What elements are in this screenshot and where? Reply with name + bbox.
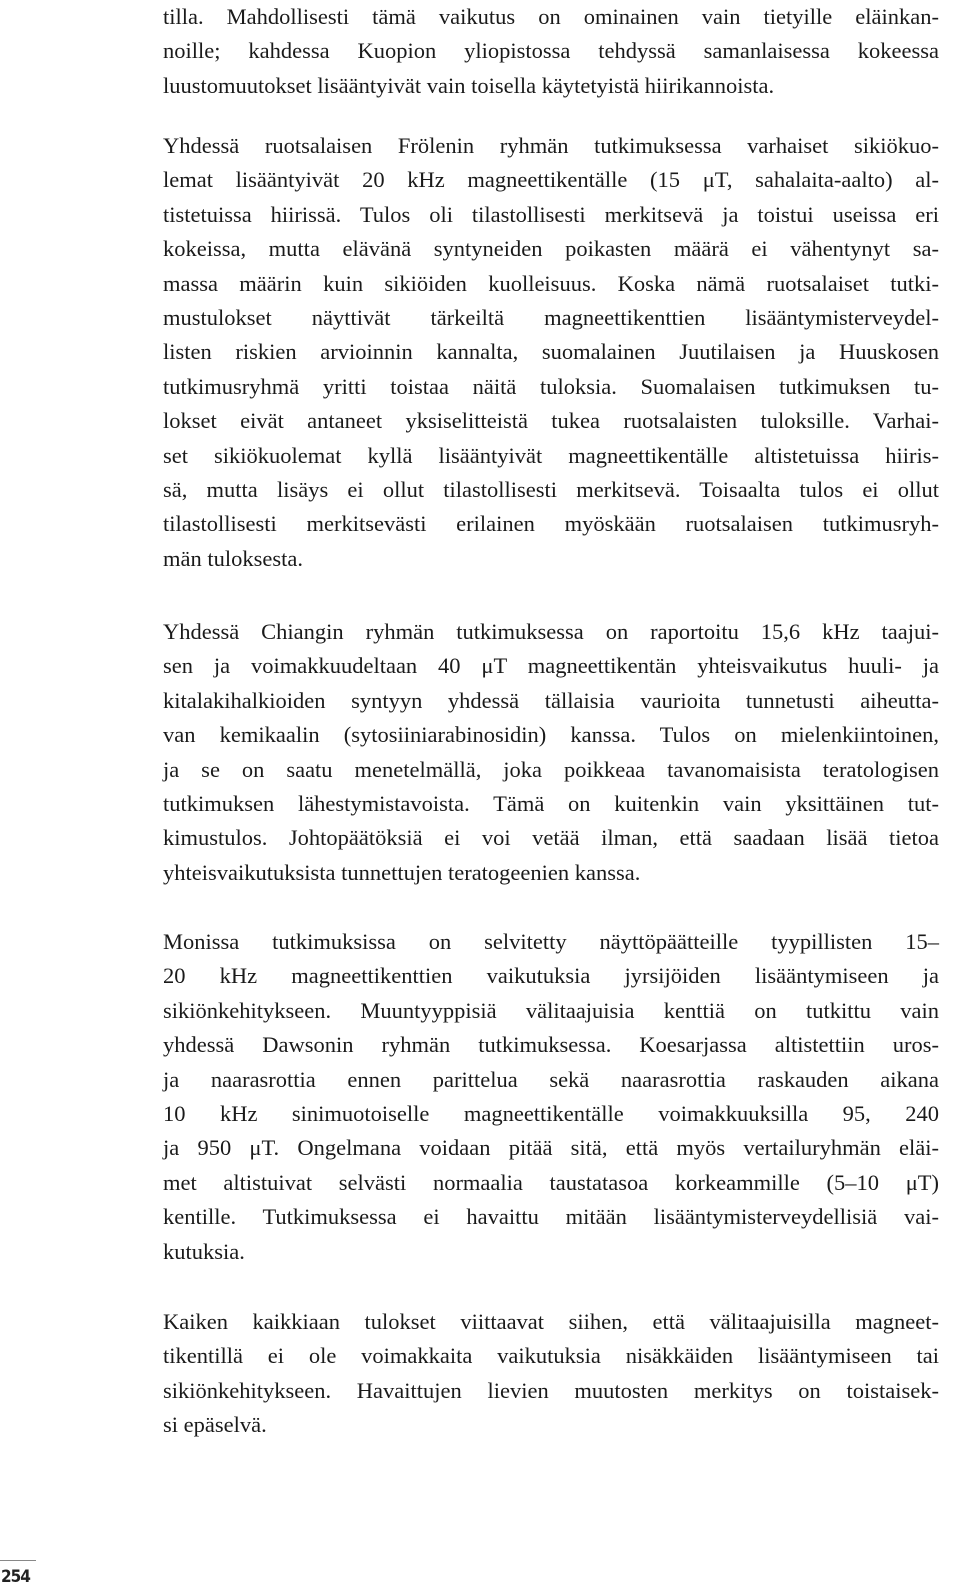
text-line: Yhdessä ruotsalaisen Frölenin ryhmän tutkimuksessa varhaiset sikiökuo-	[163, 133, 939, 158]
text-line: kutuksia.	[163, 1238, 245, 1264]
text-line: tutkimusryhmä yritti toistaa näitä tuloksia. Suomalaisen tutkimuksen tu-	[163, 373, 939, 399]
text-line: lemat lisääntyivät 20 kHz magneettikentälle (15 μT, sahalaita-aalto) al-	[163, 167, 939, 193]
text-line: kimustulos. Johtopäätöksiä ei voi vetää ilman, että saadaan lisää tietoa	[163, 825, 939, 851]
paragraph	[163, 129, 939, 576]
text-line: Monissa tutkimuksissa on selvitetty näyttöpäätteille tyypillisten 15–	[163, 929, 939, 954]
text-line: mustulokset näyttivät tärkeiltä magneettikenttien lisääntymisterveydel-	[163, 304, 939, 330]
text-line: noille; kahdessa Kuopion yliopistossa tehdyssä samanlaisessa kokeessa	[163, 38, 939, 64]
text-line: män tuloksesta.	[163, 545, 303, 571]
text-line: kokeissa, mutta elävänä syntyneiden poikasten määrä ei vähentynyt sa-	[163, 236, 939, 262]
text-line: tilastollisesti merkitsevästi erilainen myöskään ruotsalaisen tutkimusryh-	[163, 511, 939, 537]
page-number-rule	[0, 1560, 36, 1561]
text-line: luustomuutokset lisääntyivät vain toisella käytetyistä hiirikannoista.	[163, 72, 775, 98]
text-line: yhdessä Dawsonin ryhmän tutkimuksessa. Koesarjassa altistettiin uros-	[163, 1032, 939, 1058]
text-line: tistetuissa hiirissä. Tulos oli tilastollisesti merkitsevä ja toistui useissa eri	[163, 201, 939, 227]
text-line: van kemikaalin (sytosiiniarabinosidin) kanssa. Tulos on mielenkiintoinen,	[163, 722, 939, 748]
text-line: Kaiken kaikkiaan tulokset viittaavat siihen, että välitaajuisilla magneet-	[163, 1309, 939, 1334]
text-line: sen ja voimakkuudeltaan 40 μT magneettikentän yhteisvaikutus huuli- ja	[163, 653, 939, 679]
text-line: tutkimuksen lähestymistavoista. Tämä on kuitenkin vain yksittäinen tut-	[163, 790, 939, 816]
text-line: met altistuivat selvästi normaalia taustatasoa korkeammille (5–10 μT)	[163, 1169, 939, 1195]
text-line: massa määrin kuin sikiöiden kuolleisuus. Koska nämä ruotsalaiset tutki-	[163, 270, 939, 296]
text-line: 20 kHz magneettikenttien vaikutuksia jyrsijöiden lisääntymiseen ja	[163, 963, 939, 989]
text-line: listen riskien arvioinnin kannalta, suomalainen Juutilaisen ja Huuskosen	[163, 339, 939, 365]
paragraph	[163, 615, 939, 890]
text-line: ja se on saatu menetelmällä, joka poikkeaa tavanomaisista teratologisen	[163, 756, 939, 782]
text-line: ja 950 μT. Ongelmana voidaan pitää sitä, että myös vertailuryhmän eläi-	[163, 1135, 939, 1161]
text-line: kentille. Tutkimuksessa ei havaittu mitään lisääntymisterveydellisiä vai-	[163, 1204, 939, 1230]
text-line: si epäselvä.	[163, 1412, 267, 1438]
paragraph	[163, 1305, 939, 1443]
text-line: Yhdessä Chiangin ryhmän tutkimuksessa on raportoitu 15,6 kHz taajui-	[163, 619, 939, 644]
text-line: tikentillä ei ole voimakkaita vaikutuksia nisäkkäiden lisääntymiseen tai	[163, 1343, 939, 1369]
text-line: ja naarasrottia ennen parittelua sekä naarasrottia raskauden aikana	[163, 1066, 939, 1092]
text-line: 10 kHz sinimuotoiselle magneettikentälle voimakkuuksilla 95, 240	[163, 1100, 939, 1126]
text-line: tilla. Mahdollisesti tämä vaikutus on ominainen vain tietyille eläinkan-	[163, 4, 939, 29]
text-line: sä, mutta lisäys ei ollut tilastollisesti merkitsevä. Toisaalta tulos ei ollut	[163, 476, 939, 502]
text-line: lokset eivät antaneet yksiselitteistä tukea ruotsalaisten tuloksille. Varhai-	[163, 408, 939, 434]
page-number: 254	[1, 1567, 30, 1587]
text-line: set sikiökuolemat kyllä lisääntyivät magneettikentälle altistetuissa hiiris-	[163, 442, 939, 468]
text-line: kitalakihalkioiden syntyyn yhdessä tällaisia vaurioita tunnetusti aiheutta-	[163, 687, 939, 713]
paragraph	[163, 925, 939, 1269]
paragraph	[163, 0, 939, 103]
text-line: sikiönkehitykseen. Havaittujen lievien muutosten merkitys on toistaisek-	[163, 1377, 939, 1403]
text-line: sikiönkehitykseen. Muuntyyppisiä välitaajuisia kenttiä on tutkittu vain	[163, 997, 939, 1023]
text-line: yhteisvaikutuksista tunnettujen teratogeenien kanssa.	[163, 859, 641, 885]
